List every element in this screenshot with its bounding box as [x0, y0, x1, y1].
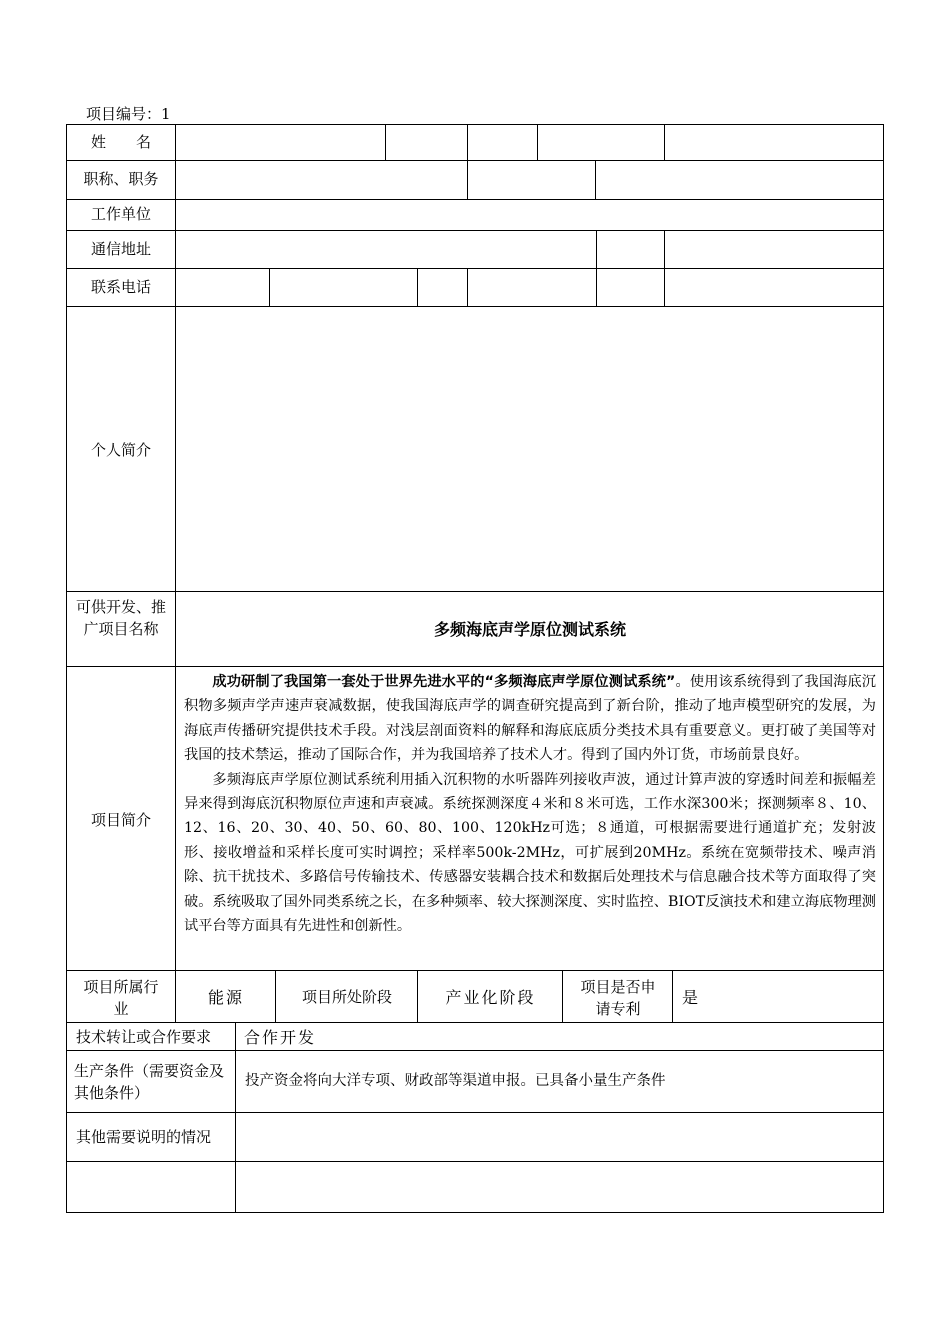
- name-label: 姓 名: [90, 133, 151, 151]
- stage-label: 项目所处阶段: [301, 988, 392, 1006]
- intro-paragraph-1: [184, 670, 876, 768]
- address-label: 通信地址: [90, 240, 151, 258]
- transfer-value: 合作开发: [244, 1028, 317, 1047]
- intro-highlight: 成功研制了我国第一套处于世界先进水平的“多频海底声学原位测试系统”: [212, 674, 676, 690]
- title-label: 职称、职务: [83, 170, 159, 188]
- industry-value: 能源: [207, 988, 244, 1007]
- production-label: 生产条件（需要资金及其他条件）: [74, 1062, 225, 1102]
- industry-label: 项目所属行业: [83, 978, 159, 1018]
- stage-value: 产业化阶段: [445, 988, 536, 1007]
- application-form-table: [66, 124, 884, 1213]
- transfer-label: 技术转让或合作要求: [76, 1028, 212, 1046]
- table-grid-lines: [66, 124, 884, 1213]
- intro-paragraph-1-text: 。使用该系统得到了我国海底沉积物多频声学声速声衰减数据，使我国海底声学的调查研究提高到了新台阶，推动了地声模型研究的发展，为海底声传播研究提供技术手段。对浅层剖面资料的解释和海底底质分类技术具有重要意义。更打破了美国等对我国的技术禁运，推动了国际合作，并为我国培养了技术人才。得到了国内外订货，市场前景良好。: [184, 674, 876, 764]
- phone-label: 联系电话: [90, 278, 151, 296]
- patent-value: 是: [682, 988, 701, 1007]
- intro-paragraph-2: 多频海底声学原位测试系统利用插入沉积物的水听器阵列接收声波，通过计算声波的穿透时间差和振幅差异来得到海底沉积物原位声速和声衰减。系统探测深度４米和８米可选，工作水深300米；探测频率８、10、12、16、20、30、40、50、60、80、100、120kHz可选；８通道，可根据需要进行通道扩充；发射波形、接收增益和采样长度可实时调控；采样率500k-2MHz，可扩展到20MHz。系统在宽频带技术、噪声消除、抗干扰技术、多路信号传输技术、传感器安装耦合技术和数据后处理技术与信息融合技术等方面取得了突破。系统吸取了国外同类系统之长，在多种频率、较大探测深度、实时监控、BIOT反演技术和建立海底物理测试平台等方面具有先进性和创新性。: [184, 771, 876, 935]
- production-value: 投产资金将向大洋专项、财政部等渠道申报。已具备小量生产条件: [245, 1073, 666, 1089]
- other-label: 其他需要说明的情况: [76, 1128, 212, 1146]
- project-intro: [184, 670, 876, 938]
- project-name-label: 可供开发、推广项目名称: [75, 598, 166, 638]
- employer-label: 工作单位: [90, 205, 151, 223]
- project-name: 多频海底声学原位测试系统: [433, 620, 626, 639]
- bio-label: 个人简介: [90, 441, 151, 459]
- patent-label: 项目是否申请专利: [580, 978, 656, 1018]
- intro-label: 项目简介: [90, 811, 151, 829]
- project-number: 项目编号：1: [86, 105, 171, 123]
